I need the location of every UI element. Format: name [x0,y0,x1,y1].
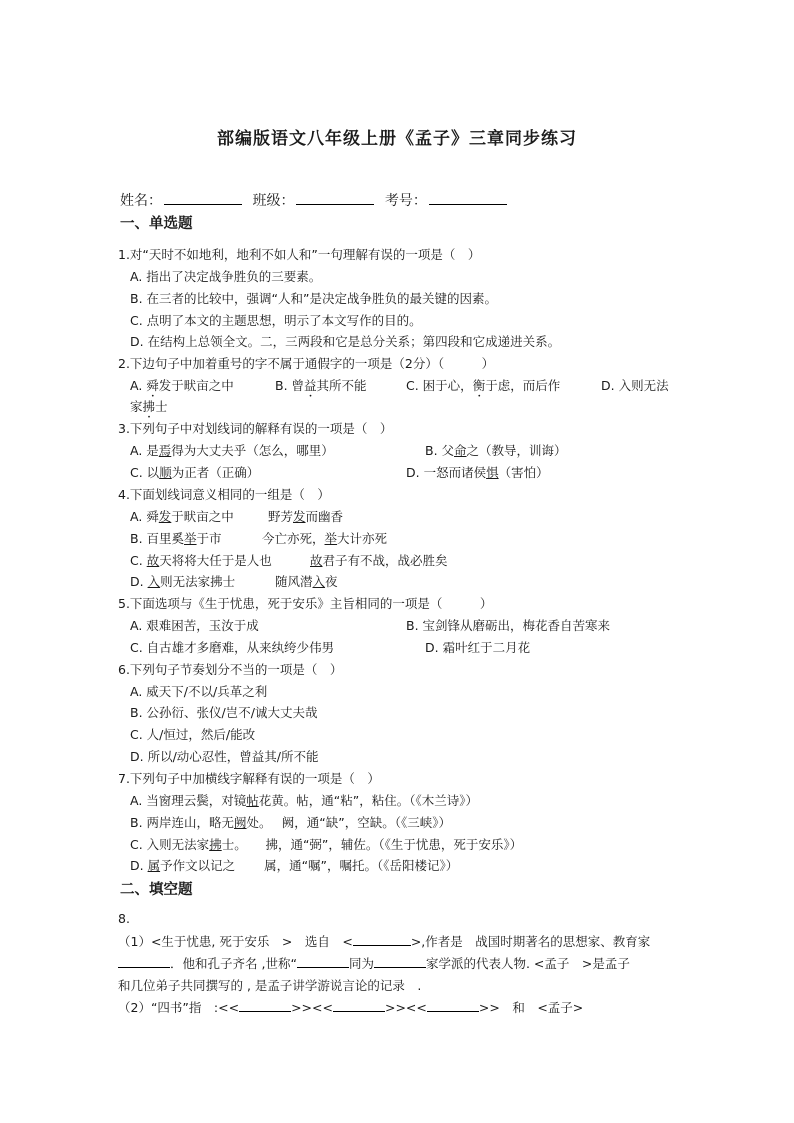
question-7-option-c[interactable]: C. 入则无法家拂士。 拂，通“弼”，辅佐。（《生于忧患，死于安乐》） [130,837,523,852]
question-4-stem: 4.下面划线词意义相同的一组是（ ） [118,487,330,502]
question-6-option-d[interactable]: D. 所以/动心忍性，曾益其/所不能 [130,749,319,764]
question-3-option-a[interactable]: A. 是焉得为大丈夫乎（怎么，哪里） [130,443,334,458]
question-1-option-c[interactable]: C. 点明了本文的主题思想，明示了本文写作的目的。 [130,313,422,328]
question-1-option-d[interactable]: D. 在结构上总领全文。二，三两段和它是总分关系；第四段和它成递进关系。 [130,334,561,349]
question-1-stem: 1.对“天时不如地利，地利不如人和”一句理解有误的一项是（ ） [118,247,481,262]
question-8-line-3: 和几位弟子共同撰写的 , 是孟子讲学游说言论的记录 . [118,978,422,993]
question-3-option-c[interactable]: C. 以顺为正者（正确） [130,465,260,480]
question-2-option-b[interactable]: B. 曾益其所不能 [275,378,367,393]
question-5-option-d[interactable]: D. 霜叶红于二月花 [425,640,531,655]
blank-school[interactable] [374,956,426,968]
question-5-option-a[interactable]: A. 艰难困苦，玉汝于成 [130,618,259,633]
blank-four-books-3[interactable] [427,1000,479,1012]
question-2-option-a[interactable]: A. 舜发于畎亩之中 [130,378,234,393]
question-6-option-a[interactable]: A. 威天下/不以/兵革之利 [130,684,268,699]
question-6-option-b[interactable]: B. 公孙衍、张仪/岂不/诚大丈夫哉 [130,705,318,720]
name-blank[interactable] [164,191,242,205]
class-blank[interactable] [296,191,374,205]
question-3-stem: 3.下列句子中对划线词的解释有误的一项是（ ） [118,421,393,436]
question-1-option-b[interactable]: B. 在三者的比较中，强调“人和”是决定战争胜负的最关键的因素。 [130,291,497,306]
question-2-option-c[interactable]: C. 困于心，衡于虑，而后作 [406,378,561,393]
question-4-option-d[interactable]: D. 入则无法家拂士 [130,574,236,589]
question-4-option-d-pair: 随风潜入夜 [275,574,338,589]
section-heading-fill-in: 二、填空题 [120,882,193,898]
blank-four-books-1[interactable] [239,1000,291,1012]
question-3-option-b[interactable]: B. 父命之（教导，训诲） [425,443,567,458]
question-4-option-c-pair: 故君子有不战，战必胜矣 [310,553,448,568]
question-2-stem: 2.下边句子中加着重号的字不属于通假字的一项是（2分）（ ） [118,356,495,371]
question-4-option-b-pair: 今亡亦死，举大计亦死 [262,531,388,546]
class-label: 班级： [252,193,295,209]
blank-honorific[interactable] [297,956,349,968]
section-heading-single-choice: 一、单选题 [120,216,193,232]
question-5-option-c[interactable]: C. 自古雄才多磨难，从来纨绔少伟男 [130,640,335,655]
question-5-stem: 5.下面选项与《生于忧患，死于安乐》主旨相同的一项是（ ） [118,596,493,611]
question-8-line-2: ．他和孔子齐名 ,世称“ 同为 家学派的代表人物. <孟子 >是孟子 [118,954,630,972]
question-4-option-a-pair: 野芳发而幽香 [268,509,344,524]
name-label: 姓名： [120,193,162,209]
question-4-option-a[interactable]: A. 舜发于畎亩之中 [130,509,234,524]
question-7-option-b[interactable]: B. 两岸连山，略无阙处。 阙，通“缺”，空缺。（《三峡》） [130,815,451,830]
question-7-stem: 7.下列句子中加横线字解释有误的一项是（ ） [118,771,380,786]
question-2-option-d[interactable]: D. 入则无法 [601,378,669,393]
exam-number-label: 考号： [384,193,427,209]
question-1-option-a[interactable]: A. 指出了决定战争胜负的三要素。 [130,269,322,284]
question-6-stem: 6.下列句子节奏划分不当的一项是（ ） [118,662,343,677]
question-8-line-4: （2）“四书”指 :<< >><< >><< >> 和 <孟子> [118,1000,584,1015]
question-3-option-d[interactable]: D. 一怒而诸侯惧（害怕） [406,465,549,480]
blank-author-name[interactable] [118,956,170,968]
question-7-option-a[interactable]: A. 当窗理云鬓，对镜帖花黄。帖，通“粘”，粘住。（《木兰诗》） [130,793,478,808]
question-4-option-c[interactable]: C. 故天将将大任于是人也 [130,553,272,568]
blank-source-book[interactable] [353,934,411,946]
page-title: 部编版语文八年级上册《孟子》三章同步练习 [217,129,577,149]
blank-four-books-2[interactable] [333,1000,385,1012]
question-8-number: 8. [118,911,130,926]
question-4-option-b[interactable]: B. 百里奚举于市 [130,531,222,546]
question-5-option-b[interactable]: B. 宝剑锋从磨砺出，梅花香自苦寒来 [406,618,611,633]
exam-number-blank[interactable] [429,191,507,205]
student-info-row [120,190,513,210]
question-6-option-c[interactable]: C. 人/恒过，然后/能改 [130,727,256,742]
question-7-option-d[interactable]: D. 属予作文以记之 属，通“嘱”，嘱托。（《岳阳楼记》） [130,858,459,873]
question-2-option-d-continued: 家拂士 [130,399,168,414]
question-8-line-1: （1）<生于忧患, 死于安乐 > 选自 < >,作者是 战国时期著名的思想家、教育家 [118,934,651,949]
